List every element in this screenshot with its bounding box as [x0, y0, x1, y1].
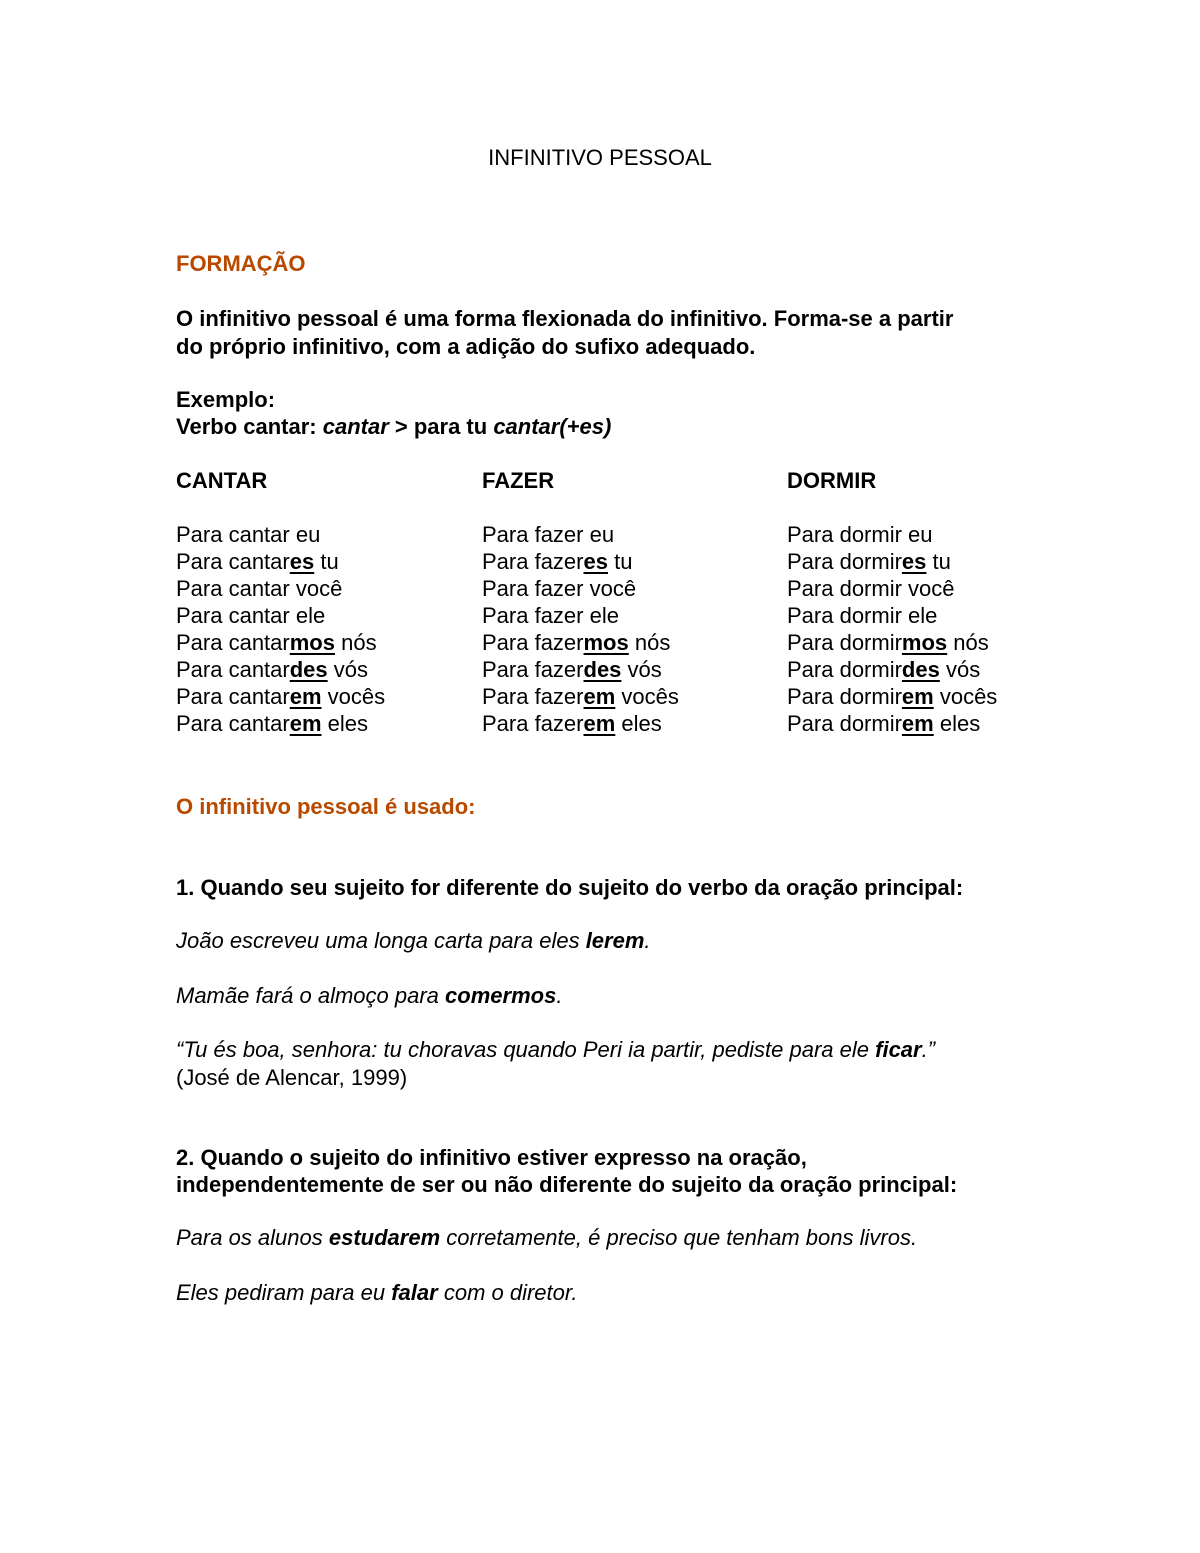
verb-suffix: em — [289, 684, 322, 709]
pronoun: eu — [289, 522, 321, 547]
conjugation-row — [787, 548, 997, 575]
rule-2-title-line-2: independentemente de ser ou não diferente do sujeito da oração principal: — [176, 1172, 958, 1197]
example-verb: ficar — [875, 1037, 922, 1062]
rule-2-example-2 — [176, 1279, 578, 1306]
rule-1-example-3 — [176, 1036, 935, 1063]
conjugation-row — [176, 521, 385, 548]
conjugation-column-dormir — [787, 521, 997, 737]
pronoun: eu — [901, 522, 933, 547]
example-punct: .” — [921, 1037, 936, 1062]
conjugation-row — [482, 575, 679, 602]
example-text: Eles pediram para eu — [176, 1280, 392, 1305]
conjugation-row — [482, 683, 679, 710]
conjugation-row — [787, 683, 997, 710]
pronoun: ele — [583, 603, 619, 628]
verb-stem: Para cantar — [176, 603, 290, 628]
conjugation-column-cantar — [176, 521, 385, 737]
example-text: Para os alunos — [176, 1225, 329, 1250]
example-text: Mamãe fará o almoço para — [176, 983, 446, 1008]
pronoun: nós — [947, 630, 989, 655]
pronoun: tu — [314, 549, 339, 574]
example-verb: falar — [391, 1280, 438, 1305]
verb-suffix: em — [583, 711, 616, 736]
verb-suffix: es — [289, 549, 315, 574]
verb-stem: Para dormir — [787, 711, 902, 736]
pronoun: tu — [607, 549, 633, 574]
pronoun: vós — [621, 657, 662, 682]
conjugation-row — [482, 710, 679, 737]
conjugation-row — [482, 629, 679, 656]
example-punct: . — [644, 928, 651, 953]
verb-stem: Para dormir — [787, 549, 902, 574]
example-verb: cantar — [322, 414, 389, 439]
pronoun: eles — [321, 711, 369, 736]
verb-stem: Para dormir — [787, 576, 902, 601]
verb-stem: Para fazer — [482, 630, 584, 655]
verb-suffix: mos — [901, 630, 948, 655]
conjugation-row — [482, 521, 679, 548]
conjugation-row — [482, 602, 679, 629]
pronoun: nós — [628, 630, 671, 655]
verb-suffix: em — [289, 711, 322, 736]
pronoun: você — [289, 576, 343, 601]
rule-1-example-2 — [176, 982, 562, 1009]
pronoun: vós — [327, 657, 369, 682]
verb-stem: Para cantar — [176, 630, 290, 655]
verb-stem: Para dormir — [787, 684, 902, 709]
example-punct: . — [556, 983, 563, 1008]
usage-heading: O infinitivo pessoal é usado: — [176, 794, 476, 819]
conjugation-column-fazer — [482, 521, 679, 737]
example-text: corretamente, é preciso que tenham bons livros. — [440, 1225, 918, 1250]
conjugation-row — [787, 656, 997, 683]
conjugation-row — [176, 602, 385, 629]
pronoun: nós — [334, 630, 377, 655]
example-text: João escreveu uma longa carta para eles — [176, 928, 586, 953]
conjugation-row — [176, 629, 385, 656]
verb-stem: Para fazer — [482, 711, 584, 736]
example-prefix: Verbo cantar: — [176, 414, 323, 439]
verb-suffix: em — [901, 684, 934, 709]
verb-stem: Para cantar — [176, 522, 290, 547]
formation-text-line-1: O infinitivo pessoal é uma forma flexionada do infinitivo. Forma-se a partir — [176, 306, 954, 331]
verb-stem: Para cantar — [176, 711, 290, 736]
pronoun: eles — [615, 711, 662, 736]
verb-suffix: em — [583, 684, 616, 709]
example-mid: > para tu — [388, 414, 494, 439]
verb-suffix: mos — [583, 630, 629, 655]
verb-stem: Para fazer — [482, 657, 584, 682]
verb-suffix: es — [583, 549, 608, 574]
verb-stem: Para cantar — [176, 684, 290, 709]
example-verb: estudarem — [328, 1225, 441, 1250]
verb-stem: Para dormir — [787, 630, 902, 655]
verb-suffix: mos — [289, 630, 335, 655]
verb-stem: Para cantar — [176, 657, 290, 682]
pronoun: eu — [583, 522, 615, 547]
rule-1-example-1 — [176, 927, 651, 954]
conjugation-row — [176, 710, 385, 737]
formation-heading: FORMAÇÃO — [176, 251, 306, 276]
conjugation-row — [482, 548, 679, 575]
verb-suffix: des — [289, 657, 328, 682]
rule-2-title-line-1: 2. Quando o sujeito do infinitivo estiver expresso na oração, — [176, 1145, 807, 1170]
pronoun: ele — [289, 603, 326, 628]
verb-suffix: es — [901, 549, 927, 574]
verb-stem: Para cantar — [176, 576, 290, 601]
conjugation-row — [482, 656, 679, 683]
verb-stem: Para dormir — [787, 657, 902, 682]
pronoun: tu — [926, 549, 951, 574]
verb-suffix: em — [901, 711, 934, 736]
pronoun: ele — [901, 603, 938, 628]
conjugation-row — [787, 575, 997, 602]
page-title: INFINITIVO PESSOAL — [488, 145, 712, 170]
conjugation-row — [176, 548, 385, 575]
conjugation-row — [787, 521, 997, 548]
pronoun: eles — [933, 711, 981, 736]
example-verb: comermos — [445, 983, 557, 1008]
verb-stem: Para dormir — [787, 603, 902, 628]
example-result: cantar(+es) — [493, 414, 612, 439]
pronoun: você — [583, 576, 637, 601]
example-label: Exemplo: — [176, 387, 276, 412]
conjugation-row — [787, 710, 997, 737]
pronoun: vocês — [933, 684, 998, 709]
pronoun: vós — [939, 657, 981, 682]
example-text: com o diretor. — [437, 1280, 578, 1305]
rule-2-example-1 — [176, 1224, 917, 1251]
verb-stem: Para dormir — [787, 522, 902, 547]
example-line — [176, 413, 611, 440]
verb-stem: Para cantar — [176, 549, 290, 574]
conjugation-heading-dormir: DORMIR — [787, 468, 877, 493]
verb-stem: Para fazer — [482, 522, 584, 547]
example-verb: lerem — [585, 928, 645, 953]
conjugation-row — [176, 683, 385, 710]
rule-1-citation: (José de Alencar, 1999) — [176, 1065, 408, 1090]
pronoun: você — [901, 576, 955, 601]
verb-stem: Para fazer — [482, 549, 584, 574]
pronoun: vocês — [615, 684, 679, 709]
pronoun: vocês — [321, 684, 386, 709]
conjugation-row — [787, 602, 997, 629]
conjugation-row — [787, 629, 997, 656]
conjugation-heading-fazer: FAZER — [482, 468, 555, 493]
formation-text-line-2: do próprio infinitivo, com a adição do sufixo adequado. — [176, 334, 756, 359]
example-text: “Tu és boa, senhora: tu choravas quando Peri ia partir, pediste para ele — [176, 1037, 876, 1062]
conjugation-row — [176, 656, 385, 683]
verb-stem: Para fazer — [482, 684, 584, 709]
verb-suffix: des — [583, 657, 622, 682]
conjugation-heading-cantar: CANTAR — [176, 468, 268, 493]
rule-1-title: 1. Quando seu sujeito for diferente do sujeito do verbo da oração principal: — [176, 875, 964, 900]
verb-stem: Para fazer — [482, 603, 584, 628]
verb-suffix: des — [901, 657, 940, 682]
verb-stem: Para fazer — [482, 576, 584, 601]
conjugation-row — [176, 575, 385, 602]
